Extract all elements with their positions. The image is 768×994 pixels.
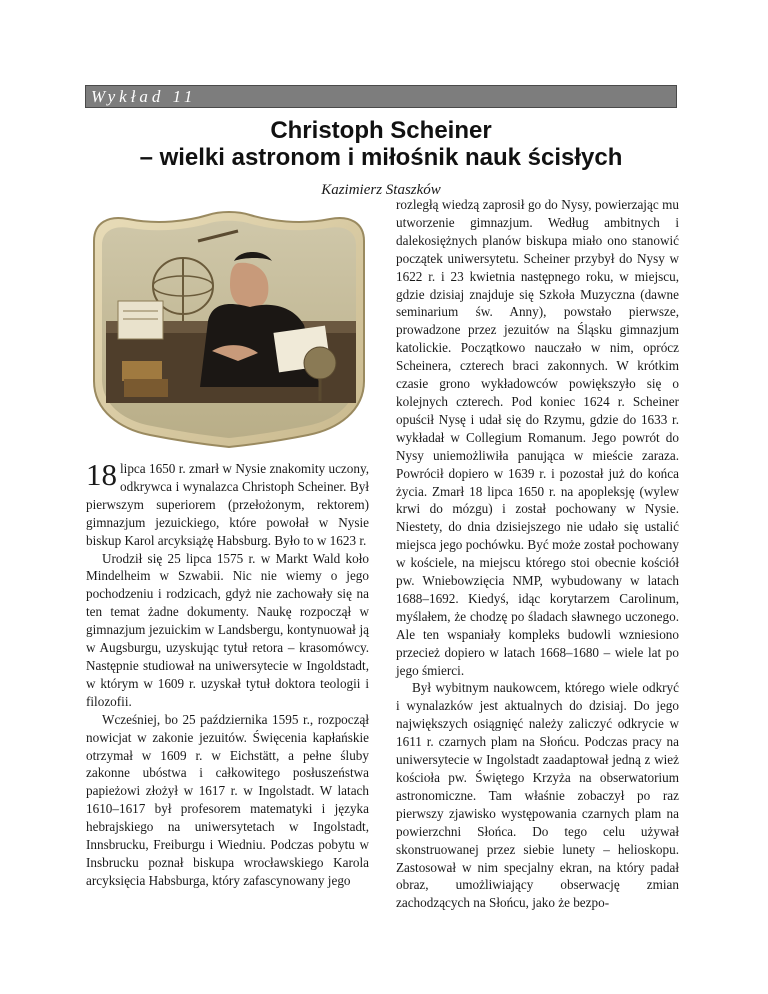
paragraph: Wcześniej, bo 25 października 1595 r., rozpoczął nowicjat w zakonie jezuitów. Święcenia kapłańskie otrzymał w 1609 r. w Eichstätt, a pełne śluby zakonne ubóstwa i całkowitego posłuszeństwa papieżowi złożył w 1617 r. w Ingolstadt. W latach 1610–1617 był profesorem matematyki i języka hebrajskiego na uniwersytetach w Ingolstadt, Innsbrucku, Freiburgu i Wiedniu. Podczas pobytu w Insbrucku poznał biskupa wrocławskiego Karola arcyksięcia Habsburga, który zafascynowany jego <box>86 711 369 888</box>
article-title: Christoph Scheiner <box>270 117 492 144</box>
scheiner-portrait-painting <box>88 211 370 448</box>
paragraph: rozległą wiedzą zaprosił go do Nysy, powierzając mu utworzenie gimnazjum. Według ambitnych i dalekosiężnych planów biskupa miało ono stanowić początek uniwersytetu. Scheiner przybył do Nysy w 1622 r. i 23 kwietnia następnego roku, w miejscu, gdzie dzisiaj znajduje się Szkoła Muzyczna (dawne seminarium św. Anny), powstało pierwsze, prowadzone przez jezuitów na Śląsku gimnazjum katolickie. Początkowo nauczało w nim, oprócz Scheinera, czterech braci zakonnych. W krótkim czasie grono wykładowców powiększyło się o kolejnych czterech. Pod koniec 1624 r. Scheiner opuścił Nysę i udał się do Rzymu, gdzie do 1633 r. wykładał w Collegium Romanum. Jego powrót do Nysy uniemożliwiła panująca w mieście zaraza. Powrócił dopiero w 1639 r. i pozostał już do końca życia. Zmarł 18 lipca 1650 r. na apopleksję (wylew krwi do mózgu) i został pochowany w Nysie. Niestety, do dnia dzisiejszego nie udało się ustalić miejsca jego pochówku. Być może został pochowany w kościele, na miejscu którego stoi obecnie kościół pw. Wniebowzięcia NMP, wybudowany w latach 1688–1692. Kiedyś, idąc korytarzem Carolinum, myślałem, że chodzę po śladach sławnego uczonego. Ale ten wspaniały kompleks budowli wzniesiono przecież dopiero w latach 1668–1680 – wiele lat po jego śmierci. <box>396 197 679 678</box>
lecture-header-bar <box>85 85 677 108</box>
author-name: Kazimierz Staszków <box>321 182 441 198</box>
right-text-column <box>396 196 679 912</box>
paragraph: Urodził się 25 lipca 1575 r. w Markt Wald koło Mindelheim w Szwabii. Nic nie wiemy o jego pochodzeniu i rodzicach, gdyż nie zachowały się na ten temat żadne dokumenty. Naukę rozpoczął w gimnazjum jezuickim w Landsbergu, kontynuował ją w Augsburgu, uzyskując tytuł retora – krasomówcy. Następnie studiował na uniwersytecie w Ingoldstadt, w którym w 1609 r. uzyskał tytuł doktora teologii i filozofii. <box>86 550 369 709</box>
left-text-column <box>86 457 369 890</box>
paragraph: Był wybitnym naukowcem, którego wiele odkryć i wynalazków jest aktualnych do dzisiaj. Do jego największych osiągnięć należy zaliczyć odkrycie w 1611 r. czarnych plam na Słońcu. Podczas pracy na uniwersytecie w Ingolstadt zaadaptował jedną z wież kościoła pw. Świętego Krzyża na obserwatorium astronomiczne. Tam właśnie zobaczył po raz pierwszy zjawisko występowania czarnych plam na powierzchni Słońca. Do tego celu używał skonstruowanej przez siebie lunety – helioskopu. Zastosował w nim specjalny ekran, na który padał obraz, umożliwiający obserwację zmian zachodzących na Słońcu, jako że bezpo- <box>396 680 679 911</box>
drop-cap-number: 18 <box>86 457 117 492</box>
lecture-number: Wykład 11 <box>91 87 197 106</box>
article-subtitle: – wielki astronom i miłośnik nauk ścisłych <box>139 144 623 171</box>
paragraph: lipca 1650 r. zmarł w Nysie znakomity uczony, odkrywca i wynalazca Christoph Scheiner. Był pierwszym superiorem (przełożonym, rektorem) gimnazjum jezuickiego, które powołał w Nysie biskup Karol arcyksiążę Habsburg. Było to w 1623 r. <box>86 461 369 548</box>
